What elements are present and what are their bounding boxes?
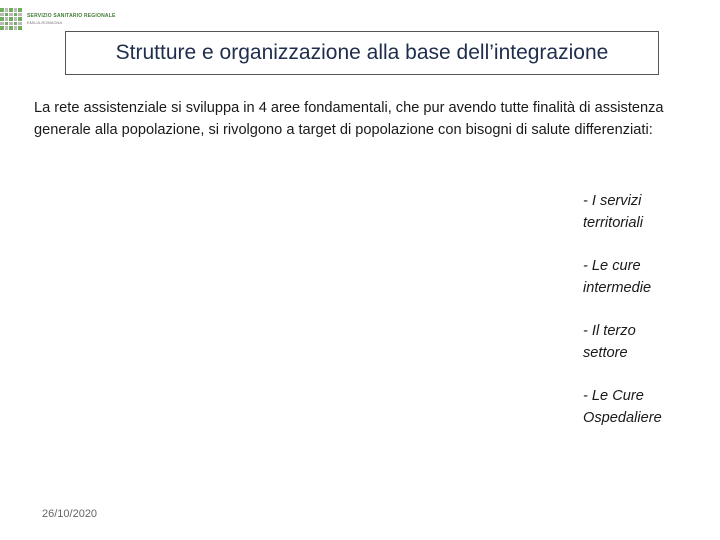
intro-paragraph: La rete assistenziale si sviluppa in 4 aree fondamentali, che pur avendo tutte finalità di assistenza generale alla popolazione, si rivolgono a target di popolazione con bisogni di salute differenziati: bbox=[34, 100, 664, 138]
list-item bbox=[583, 190, 703, 255]
slide-title: Strutture e organizzazione alla base dell’integrazione bbox=[115, 41, 609, 64]
list-item bbox=[583, 320, 703, 385]
list-item bbox=[583, 255, 703, 320]
area-label-line1: - Le Cure bbox=[583, 388, 644, 404]
area-label-line2: territoriali bbox=[583, 215, 644, 231]
area-label-line1: - Le cure bbox=[583, 258, 641, 274]
list-item bbox=[583, 385, 703, 450]
logo bbox=[0, 8, 115, 30]
area-label-line2: settore bbox=[583, 345, 628, 361]
areas-list bbox=[583, 190, 703, 450]
logo-line1: SERVIZIO SANITARIO REGIONALE bbox=[27, 12, 116, 19]
area-label-line1: - Il terzo bbox=[583, 323, 636, 339]
slide-date: 26/10/2020 bbox=[42, 508, 98, 520]
area-label-line1: - I servizi bbox=[583, 193, 642, 209]
title-box bbox=[65, 31, 659, 75]
logo-line2: EMILIA-ROMAGNA bbox=[27, 19, 63, 25]
area-label-line2: intermedie bbox=[583, 280, 652, 296]
area-label-line2: Ospedaliere bbox=[583, 410, 662, 426]
logo-text bbox=[27, 14, 115, 25]
grid-logo-icon bbox=[0, 8, 22, 30]
